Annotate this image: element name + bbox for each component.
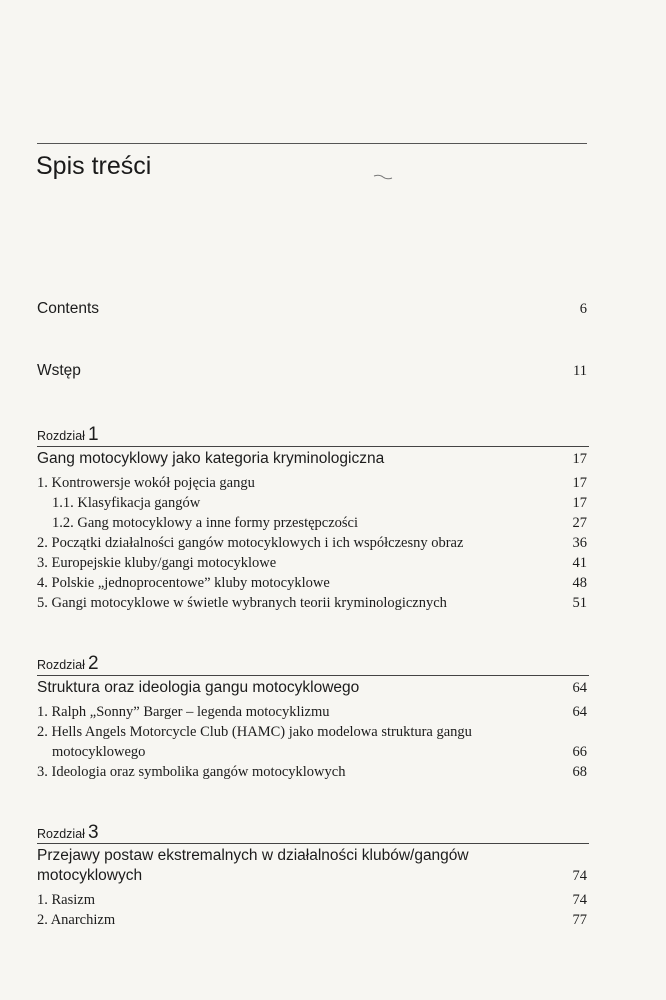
toc-entry-contents[interactable] — [37, 300, 587, 318]
section-row[interactable] — [37, 573, 587, 593]
section-text: 2. Hells Angels Motorcycle Club (HAMC) jako modelowa struktura gangu — [37, 724, 472, 740]
section-row[interactable] — [52, 493, 587, 513]
section-page: 64 — [572, 704, 587, 720]
section-page: 51 — [572, 595, 587, 611]
section-text: 1. Kontrowersje wokół pojęcia gangu — [37, 475, 255, 491]
chapter-3-rule — [37, 843, 589, 844]
chapter-1-label — [37, 424, 99, 446]
section-row[interactable] — [37, 702, 587, 722]
section-row[interactable] — [37, 533, 587, 553]
chapter-title-text: Gang motocyklowy jako kategoria kryminologiczna — [37, 450, 385, 467]
chapter-title-text: Struktura oraz ideologia gangu motocyklowego — [37, 679, 360, 696]
section-page: 74 — [572, 892, 587, 908]
chapter-page: 17 — [572, 451, 587, 467]
section-row[interactable] — [37, 722, 587, 762]
section-text: 1. Ralph „Sonny” Barger – legenda motocyklizmu — [37, 704, 330, 720]
chapter-2-label — [37, 653, 99, 675]
section-page: 48 — [572, 575, 587, 591]
section-text: 3. Ideologia oraz symbolika gangów motocyklowych — [37, 764, 346, 780]
section-row[interactable] — [37, 553, 587, 573]
section-row[interactable] — [37, 762, 587, 782]
section-row[interactable] — [52, 513, 587, 533]
section-text: 4. Polskie „jednoprocentowe” kluby motocyklowe — [37, 575, 330, 591]
section-page: 41 — [572, 555, 587, 571]
toc-entry-wstep[interactable] — [37, 362, 587, 380]
section-text: 2. Anarchizm — [37, 912, 116, 928]
section-row[interactable] — [37, 473, 587, 493]
chapter-3-title[interactable] — [37, 846, 587, 886]
section-page: 17 — [572, 495, 587, 511]
section-page: 27 — [572, 515, 587, 531]
chapter-word: Rozdział — [37, 429, 85, 443]
section-page: 17 — [572, 475, 587, 491]
entry-page: 6 — [579, 301, 587, 317]
chapter-word: Rozdział — [37, 827, 85, 841]
chapter-2-title[interactable] — [37, 678, 587, 698]
chapter-2-rule — [37, 675, 589, 676]
section-text: 1.2. Gang motocyklowy a inne formy przestępczości — [52, 515, 359, 531]
chapter-number: 3 — [87, 822, 99, 843]
chapter-number: 2 — [87, 653, 99, 674]
chapter-title-text-continued: motocyklowych — [37, 867, 143, 884]
chapter-1-title[interactable] — [37, 449, 587, 469]
entry-page: 11 — [573, 363, 587, 379]
chapter-number: 1 — [87, 424, 99, 445]
chapter-1-rule — [37, 446, 589, 447]
section-text: 1.1. Klasyfikacja gangów — [52, 495, 201, 511]
section-page: 77 — [572, 912, 587, 928]
section-page: 36 — [572, 535, 587, 551]
chapter-3-label — [37, 822, 99, 844]
section-page: 68 — [572, 764, 587, 780]
chapter-page: 64 — [572, 680, 587, 696]
section-text-continued: motocyklowego — [52, 744, 146, 760]
section-row[interactable] — [37, 593, 587, 613]
section-text: 3. Europejskie kluby/gangi motocyklowe — [37, 555, 277, 571]
chapter-page: 74 — [572, 868, 587, 884]
page-title: Spis treści — [36, 152, 152, 180]
section-text: 2. Początki działalności gangów motocyklowych i ich współczesny obraz — [37, 535, 464, 551]
top-rule — [37, 143, 587, 144]
ink-smudge — [373, 172, 393, 180]
chapter-title-text: Przejawy postaw ekstremalnych w działalności klubów/gangów — [37, 847, 469, 864]
section-row[interactable] — [37, 910, 587, 930]
section-row[interactable] — [37, 890, 587, 910]
section-text: 1. Rasizm — [37, 892, 95, 908]
chapter-word: Rozdział — [37, 658, 85, 672]
entry-label: Contents — [37, 300, 100, 317]
entry-label: Wstęp — [37, 362, 81, 379]
section-page: 66 — [572, 744, 587, 760]
section-text: 5. Gangi motocyklowe w świetle wybranych teorii kryminologicznych — [37, 595, 447, 611]
